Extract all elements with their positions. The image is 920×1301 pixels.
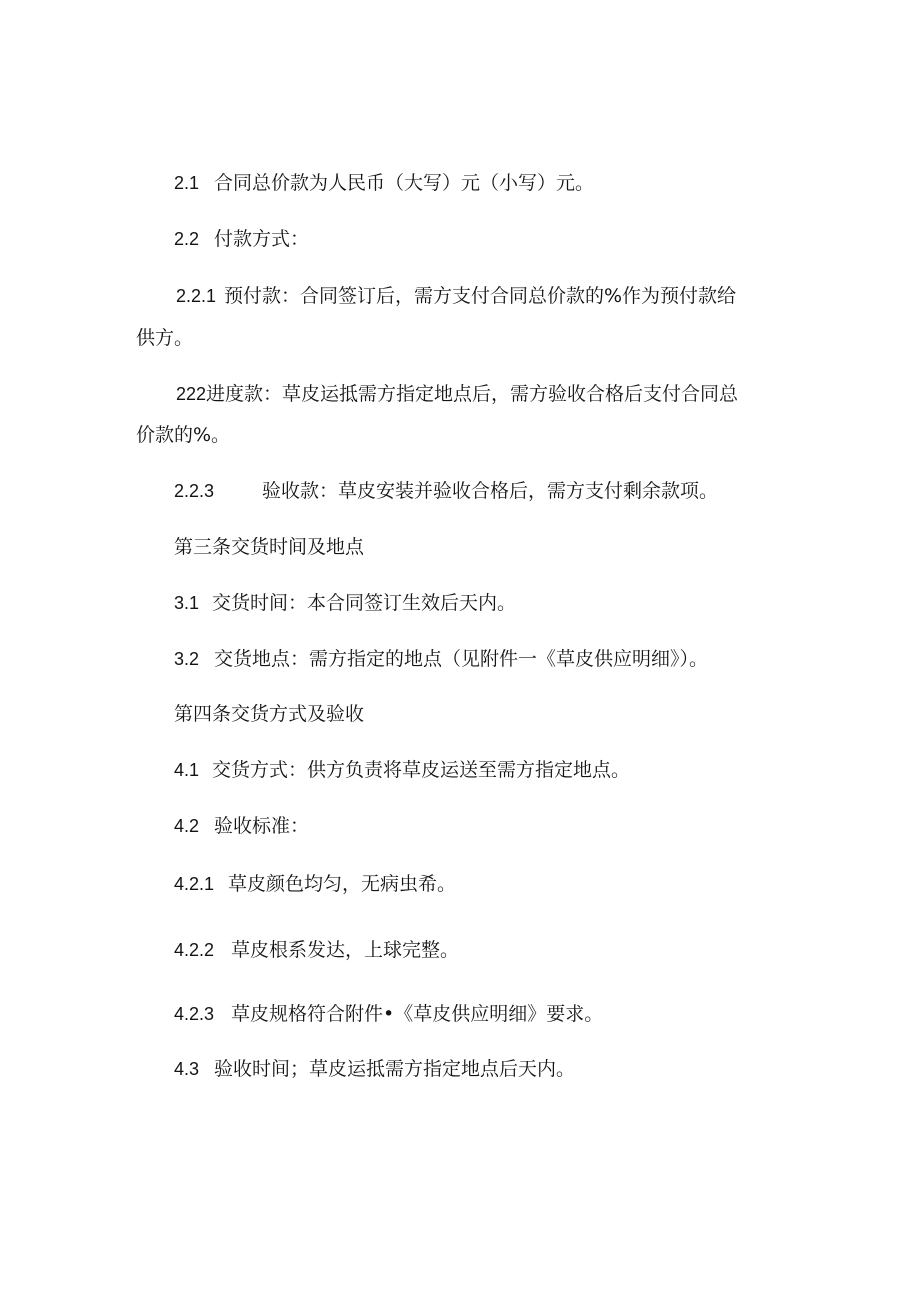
clause-text: 验收标准： [214, 815, 310, 837]
section-4-heading [174, 705, 364, 724]
clause-text: 付款方式： [214, 228, 310, 250]
section-heading-text: 第三条交货时间及地点 [174, 536, 365, 558]
clause-4-3 [174, 1060, 575, 1079]
clause-number: 4.3 [174, 1059, 200, 1079]
clause-number: 2.2.3 [174, 481, 215, 501]
clause-number: 2.1 [174, 173, 200, 193]
clause-text: 交货方式：供方负责将草皮运送至需方指定地点。 [212, 759, 631, 781]
clause-4-2 [174, 817, 309, 836]
clause-text: 交货地点：需方指定的地点（见附件一《草皮供应明细》）。 [214, 648, 709, 670]
section-3-heading [174, 538, 364, 557]
clause-4-2-1 [174, 875, 456, 894]
clause-2-2-2 [176, 385, 738, 404]
clause-text: 合同总价款为人民币（大写）元（小写）元。 [214, 172, 595, 194]
clause-2-2 [174, 230, 309, 249]
clause-text: 进度款：草皮运抵需方指定地点后，需方验收合格后支付合同总 [206, 383, 739, 405]
clause-text: 草皮颜色均匀，无病虫希。 [228, 873, 457, 895]
clause-2-2-3 [174, 482, 718, 501]
clause-2-1 [174, 174, 594, 193]
clause-text: 验收款：草皮安装并验收合格后，需方支付剩余款项。 [262, 480, 719, 502]
clause-3-2 [174, 650, 708, 669]
clause-number: 4.2.3 [174, 1004, 215, 1024]
clause-3-1 [174, 594, 516, 613]
clause-4-2-3 [174, 1005, 603, 1024]
clause-2-2-1 [176, 287, 736, 306]
clause-text: 草皮规格符合附件•《草皮供应明细》要求。 [231, 1003, 604, 1025]
clause-number: 3.1 [174, 593, 200, 613]
clause-number: 4.1 [174, 760, 200, 780]
clause-number: 4.2.2 [174, 940, 215, 960]
clause-text: 草皮根系发达，上球完整。 [231, 939, 460, 961]
section-heading-text: 第四条交货方式及验收 [174, 703, 365, 725]
clause-number: 4.2 [174, 816, 200, 836]
clause-number: 222 [176, 384, 207, 404]
clause-number: 2.2 [174, 229, 200, 249]
clause-number: 4.2.1 [174, 874, 215, 894]
clause-4-2-2 [174, 941, 459, 960]
clause-text: 验收时间；草皮运抵需方指定地点后天内。 [214, 1058, 576, 1080]
clause-text: 交货时间：本合同签订生效后天内。 [212, 592, 517, 614]
clause-2-2-1-continuation: 供方。 [136, 327, 194, 349]
clause-number: 3.2 [174, 649, 200, 669]
clause-number: 2.2.1 [176, 286, 217, 306]
clause-2-2-2-continuation: 价款的%。 [136, 424, 231, 446]
clause-4-1 [174, 761, 630, 780]
clause-text: 预付款：合同签订后，需方支付合同总价款的%作为预付款给 [224, 285, 737, 307]
